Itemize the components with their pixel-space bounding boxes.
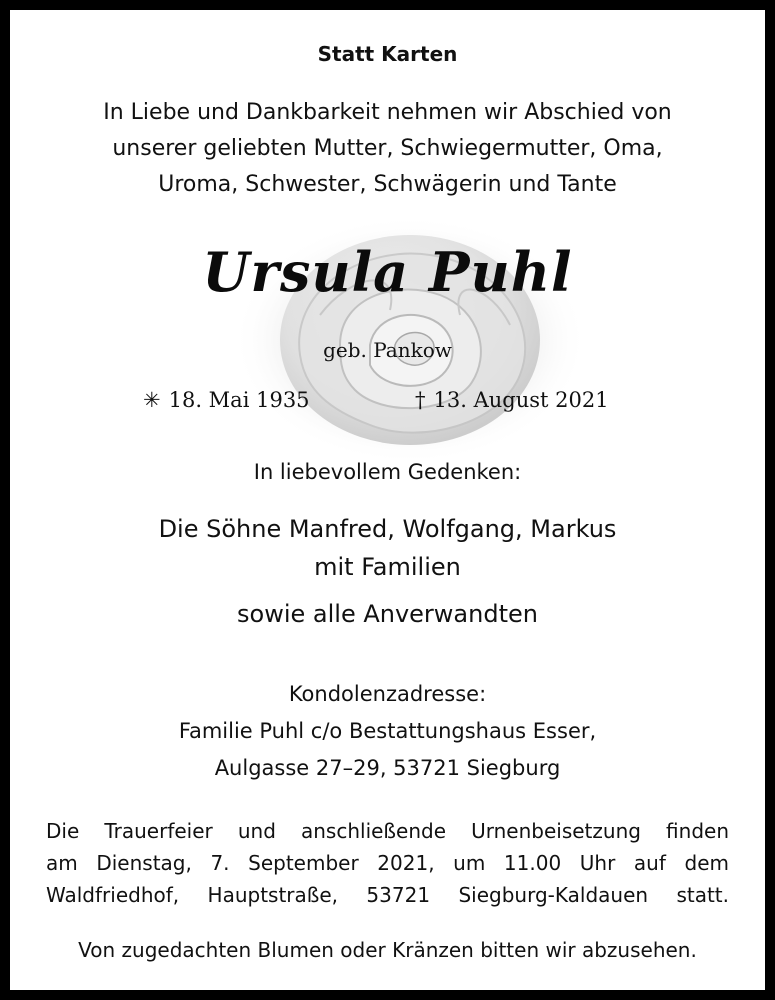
birth-star-icon: ✳: [143, 388, 161, 412]
death-cross-icon: †: [415, 388, 426, 412]
ceremony-line: am Dienstag, 7. September 2021, um 11.00 Uhr auf dem: [46, 851, 729, 875]
intro-line: In Liebe und Dankbarkeit nehmen wir Abschied von: [103, 100, 672, 125]
ceremony-info: [46, 815, 729, 911]
death-date: 13. August 2021: [433, 388, 609, 412]
birth-name: geb. Pankow: [323, 338, 452, 362]
death-date-group: [415, 388, 609, 412]
intro-line: unserer geliebten Mutter, Schwiegermutter, Oma,: [112, 136, 663, 161]
heading: Statt Karten: [317, 42, 458, 66]
mourners-sons: [10, 510, 765, 586]
condolence-line: Kondolenzadresse:: [288, 682, 487, 706]
obituary-notice: [10, 10, 765, 990]
intro-line: Uroma, Schwester, Schwägerin und Tante: [158, 172, 617, 197]
life-dates: [10, 388, 765, 418]
ceremony-line: Waldfriedhof, Hauptstraße, 53721 Siegburg-Kaldauen statt.: [46, 883, 729, 907]
condolence-address: [10, 676, 765, 787]
sons-line: mit Familien: [314, 553, 461, 581]
relatives-line: sowie alle Anverwandten: [237, 600, 538, 628]
remembrance-line: In liebevollem Gedenken:: [253, 460, 522, 484]
ceremony-line: Die Trauerfeier und anschließende Urnenbeisetzung finden: [46, 819, 729, 843]
birth-date-group: [143, 388, 310, 412]
flowers-note: Von zugedachten Blumen oder Kränzen bitten wir abzusehen.: [78, 938, 697, 962]
deceased-name: Ursula Puhl: [202, 240, 573, 304]
birth-date: 18. Mai 1935: [168, 388, 310, 412]
sons-line: Die Söhne Manfred, Wolfgang, Markus: [158, 515, 617, 543]
intro-text: [10, 95, 765, 203]
condolence-line: Familie Puhl c/o Bestattungshaus Esser,: [178, 719, 597, 743]
condolence-line: Aulgasse 27–29, 53721 Siegburg: [214, 756, 561, 780]
